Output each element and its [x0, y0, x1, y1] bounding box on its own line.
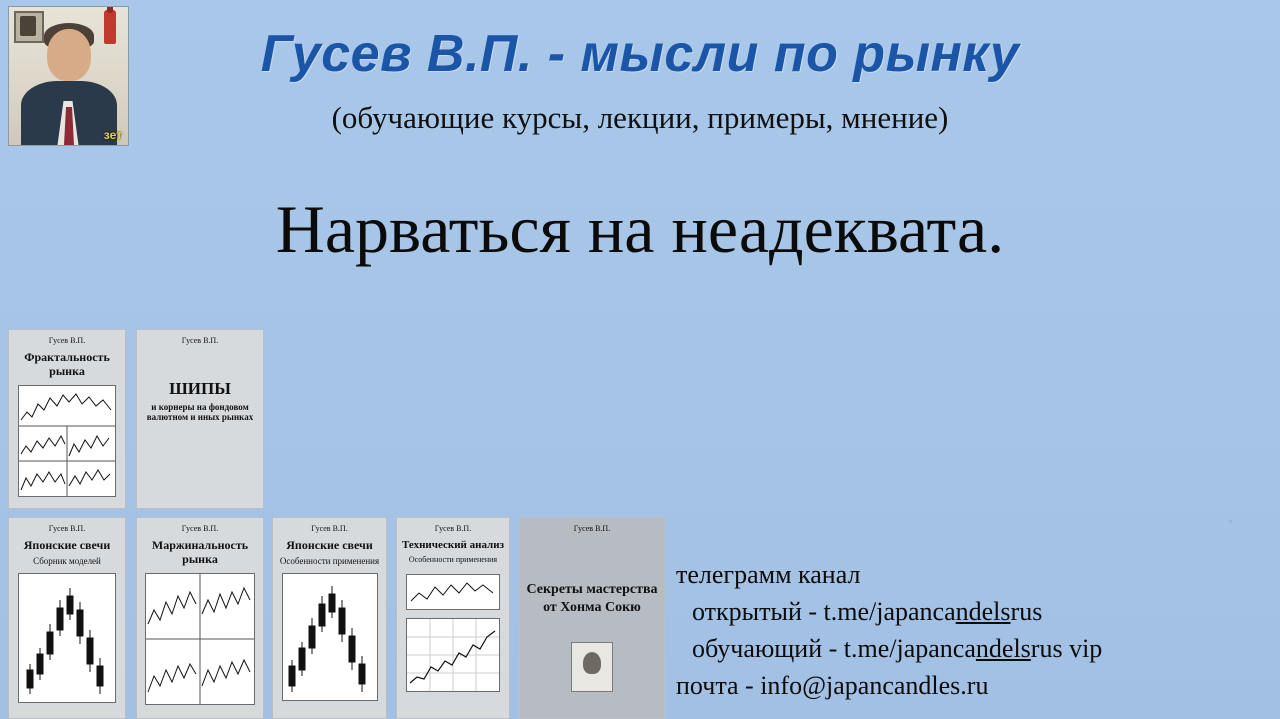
cover-chart-svg	[283, 574, 377, 700]
honma-portrait	[571, 642, 613, 692]
book-subtitle: и корнеры на фондовом валютном и иных рынках	[146, 401, 254, 423]
book-author: Гусев В.П.	[311, 524, 348, 533]
telegram-open-label: открытый -	[692, 597, 818, 627]
book-cover-margin	[136, 517, 264, 719]
cover-chart-svg	[19, 574, 115, 702]
email-value[interactable]: info@japancandles.ru	[760, 671, 989, 701]
book-cover-candles-usage	[272, 517, 387, 719]
page-subtitle: (обучающие курсы, лекции, примеры, мнение)	[331, 100, 949, 135]
telegram-open-link[interactable]: t.me/japancandelsrus	[823, 597, 1043, 627]
cover-chart	[18, 573, 116, 703]
cover-chart-bottom	[406, 618, 500, 692]
cover-chart-bottom-svg	[407, 619, 499, 691]
book-author: Гусев В.П.	[48, 336, 86, 345]
headline: Нарваться на неадеквата.	[275, 191, 1005, 267]
email-row	[676, 668, 1272, 705]
email-label: почта -	[676, 671, 754, 701]
book-title: Маржинальность рынка	[151, 538, 249, 566]
book-cover-honma	[519, 517, 665, 719]
book-title: Секреты мастерства от Хонма Сокю	[526, 582, 658, 615]
book-covers	[8, 329, 668, 719]
book-cover-candles-models	[8, 517, 126, 719]
book-cover-fractal	[8, 329, 126, 509]
cover-chart	[18, 385, 116, 497]
book-author: Гусев В.П.	[434, 524, 472, 533]
cover-chart-top	[406, 574, 500, 610]
book-author: Гусев В.П.	[181, 524, 219, 533]
book-subtitle: Особенности применения	[279, 555, 380, 566]
cover-chart-svg	[146, 574, 254, 704]
book-author: Гусев В.П.	[48, 524, 86, 533]
contacts-block	[676, 557, 1272, 705]
cover-chart-top-svg	[407, 575, 499, 609]
book-title: Японские свечи	[23, 538, 111, 552]
decorative-dot	[1229, 520, 1232, 523]
page-title: Гусев В.П. - мысли по рынку	[260, 25, 1020, 83]
book-author: Гусев В.П.	[573, 524, 611, 533]
telegram-vip-label: обучающий -	[692, 634, 838, 664]
cover-chart	[145, 573, 255, 705]
telegram-open-row	[676, 594, 1272, 631]
book-title: Фрактальность рынка	[24, 350, 110, 378]
book-title: ШИПЫ	[169, 379, 231, 398]
book-title: Технический анализ	[402, 539, 504, 551]
book-title: Японские свечи	[286, 538, 373, 552]
telegram-channel-label: телеграмм канал	[676, 560, 861, 590]
book-cover-shipy	[136, 329, 264, 509]
book-author: Гусев В.П.	[181, 336, 219, 345]
telegram-vip-row	[676, 631, 1272, 668]
avatar-watermark: зет	[103, 128, 122, 142]
cover-chart	[282, 573, 378, 701]
book-subtitle: Сборник моделей	[33, 555, 101, 566]
book-subtitle: Особенности применения	[408, 554, 498, 564]
telegram-vip-link[interactable]: t.me/japancandelsrus vip	[843, 634, 1103, 664]
book-cover-tech-analysis	[396, 517, 510, 719]
cover-chart-svg	[19, 386, 115, 496]
